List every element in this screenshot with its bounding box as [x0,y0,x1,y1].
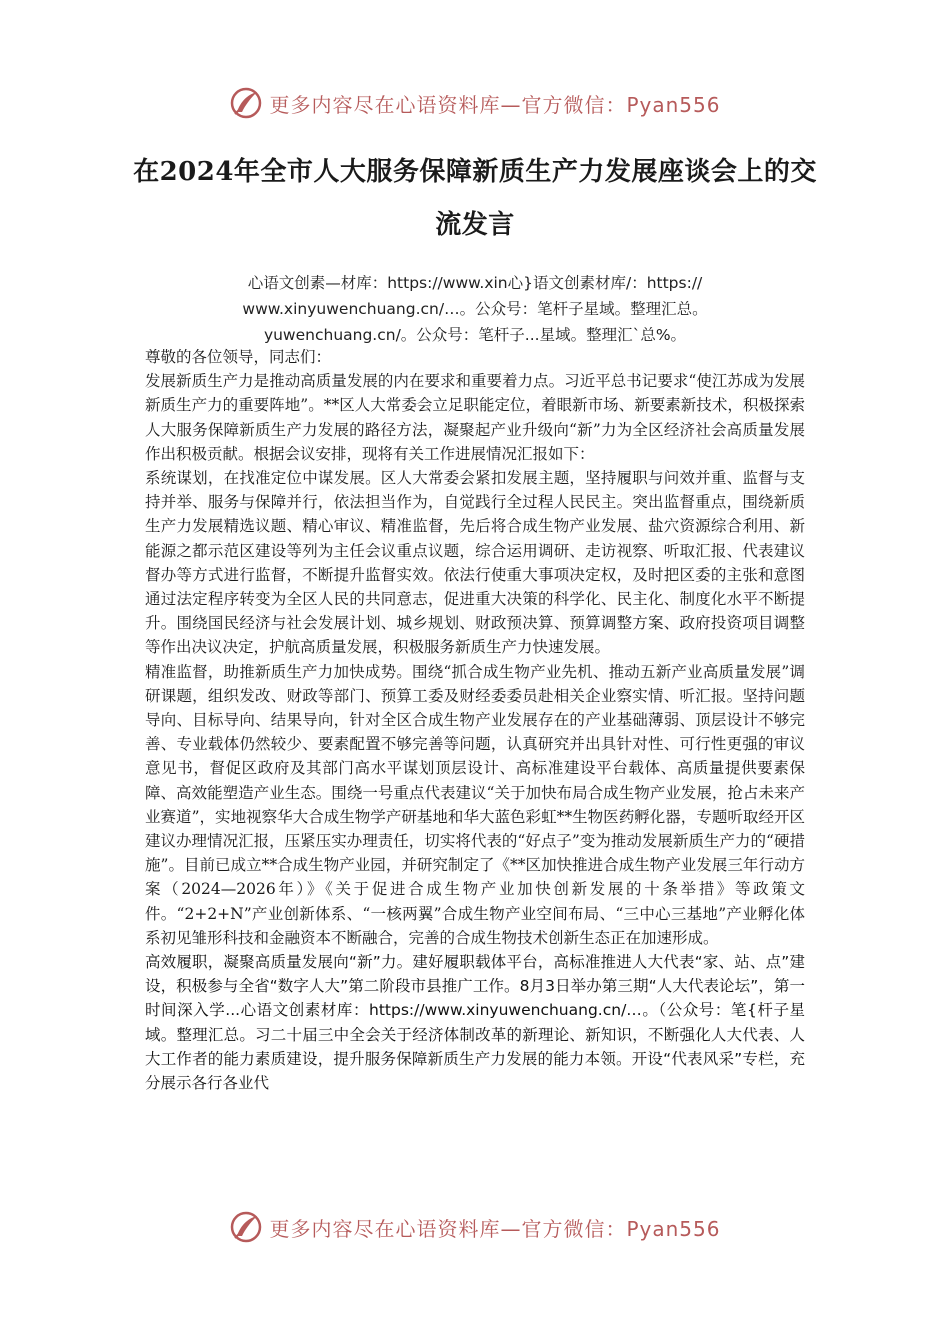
source-info [145,270,805,348]
page-title: 在2024年全市人大服务保障新质生产力发展座谈会上的交流发言 [133,157,817,240]
logo-icon [229,1210,263,1244]
header-banner [0,83,950,123]
paragraph: 发展新质生产力是推动高质量发展的内在要求和重要着力点。习近平总书记要求“使江苏成为发展新质生产力的重要阵地”。**区人大常委会立足职能定位，着眼新市场、新要素新技术，积极探索人大服务保障新质生产力发展的路径方法，凝聚起产业升级向“新”力为全区经济社会高质量发展作出积极贡献。根据会议安排，现将有关工作进展情况汇报如下： [145,372,805,463]
source-line: www.xinyuwenchuang.cn/…。公众号：笔杆子星域。整理汇总。 [242,300,708,318]
paragraph: 精准监督，助推新质生产力加快成势。围绕“抓合成生物产业先机、推动五新产业高质量发展”调研课题，组织发改、财政等部门、预算工委及财经委委员赴相关企业察实情、听汇报。坚持问题导向、目标导向、结果导向，针对全区合成生物产业发展存在的产业基础薄弱、顶层设计不够完善、专业载体仍然较少、要素配置不够完善等问题，认真研究并出具针对性、可行性更强的审议意见书，督促区政府及其部门高水平谋划顶层设计、高标准建设平台载体、高质量提供要素保障、高效能塑造产业生态。围绕一号重点代表建议“关于加快布局合成生物产业发展，抢占未来产业赛道”，实地视察华大合成生物学产研基地和华大蓝色彩虹**生物医药孵化器，专题听取经开区建议办理情况汇报，压紧压实办理责任，切实将代表的“好点子”变为推动发展新质生产力的“硬措施”。目前已成立**合成生物产业园，并研究制定了《**区加快推进合成生物产业发展三年行动方案（2024—2026年）》《关于促进合成生物产业加快创新发展的十条举措》等政策文件。“2+2+N”产业创新体系、“一核两翼”合成生物产业空间布局、“三中心三基地”产业孵化体系初见雏形科技和金融资本不断融合，完善的合成生物技术创新生态正在加速形成。 [145,662,805,947]
footer-banner [0,1207,950,1247]
banner-text: 更多内容尽在心语资料库—官方微信：Pyan556 [269,92,721,117]
source-line: 心语文创素—材库：https://www.xin心}语文创素材库/：https:// [247,274,703,292]
salutation: 尊敬的各位领导，同志们： [145,348,332,366]
document-body [145,345,805,1095]
logo-icon [229,86,263,120]
paragraph: 高效履职，凝聚高质量发展向“新”力。建好履职载体平台，高标准推进人大代表“家、站、点”建设，积极参与全省“数字人大”第二阶段市县推广工作。8月3日举办第三期“人大代表论坛”，第一时间深入学...心语文创素材库：https://www.xinyuwenchuang.cn/…。（公众号：笔{杆子星域。整理汇总。习二十届三中全会关于经济体制改革的新理论、新知识，不断强化人大代表、人大工作者的能力素质建设，提升服务保障新质生产力发展的能力本领。开设“代表风采”专栏，充分展示各行各业代 [145,953,805,1093]
paragraph: 系统谋划，在找准定位中谋发展。区人大常委会紧扣发展主题，坚持履职与问效并重、监督与支持并举、服务与保障并行，依法担当作为，自觉践行全过程人民民主。突出监督重点，围绕新质生产力发展精选议题、精心审议、精准监督，先后将合成生物产业发展、盐穴资源综合利用、新能源之都示范区建设等列为主任会议重点议题，综合运用调研、走访视察、听取汇报、代表建议督办等方式进行监督，不断提升监督实效。依法行使重大事项决定权，及时把区委的主张和意图通过法定程序转变为全区人民的共同意志，促进重大决策的科学化、民主化、制度化水平不断提升。围绕国民经济与社会发展计划、城乡规划、财政预决算、预算调整方案、政府投资项目调整等作出决议决定，护航高质量发展，积极服务新质生产力快速发展。 [145,469,805,657]
source-line: yuwenchuang.cn/。公众号：笔杆子...星域。整理汇`总%。 [263,326,687,344]
banner-text: 更多内容尽在心语资料库—官方微信：Pyan556 [269,1216,721,1241]
